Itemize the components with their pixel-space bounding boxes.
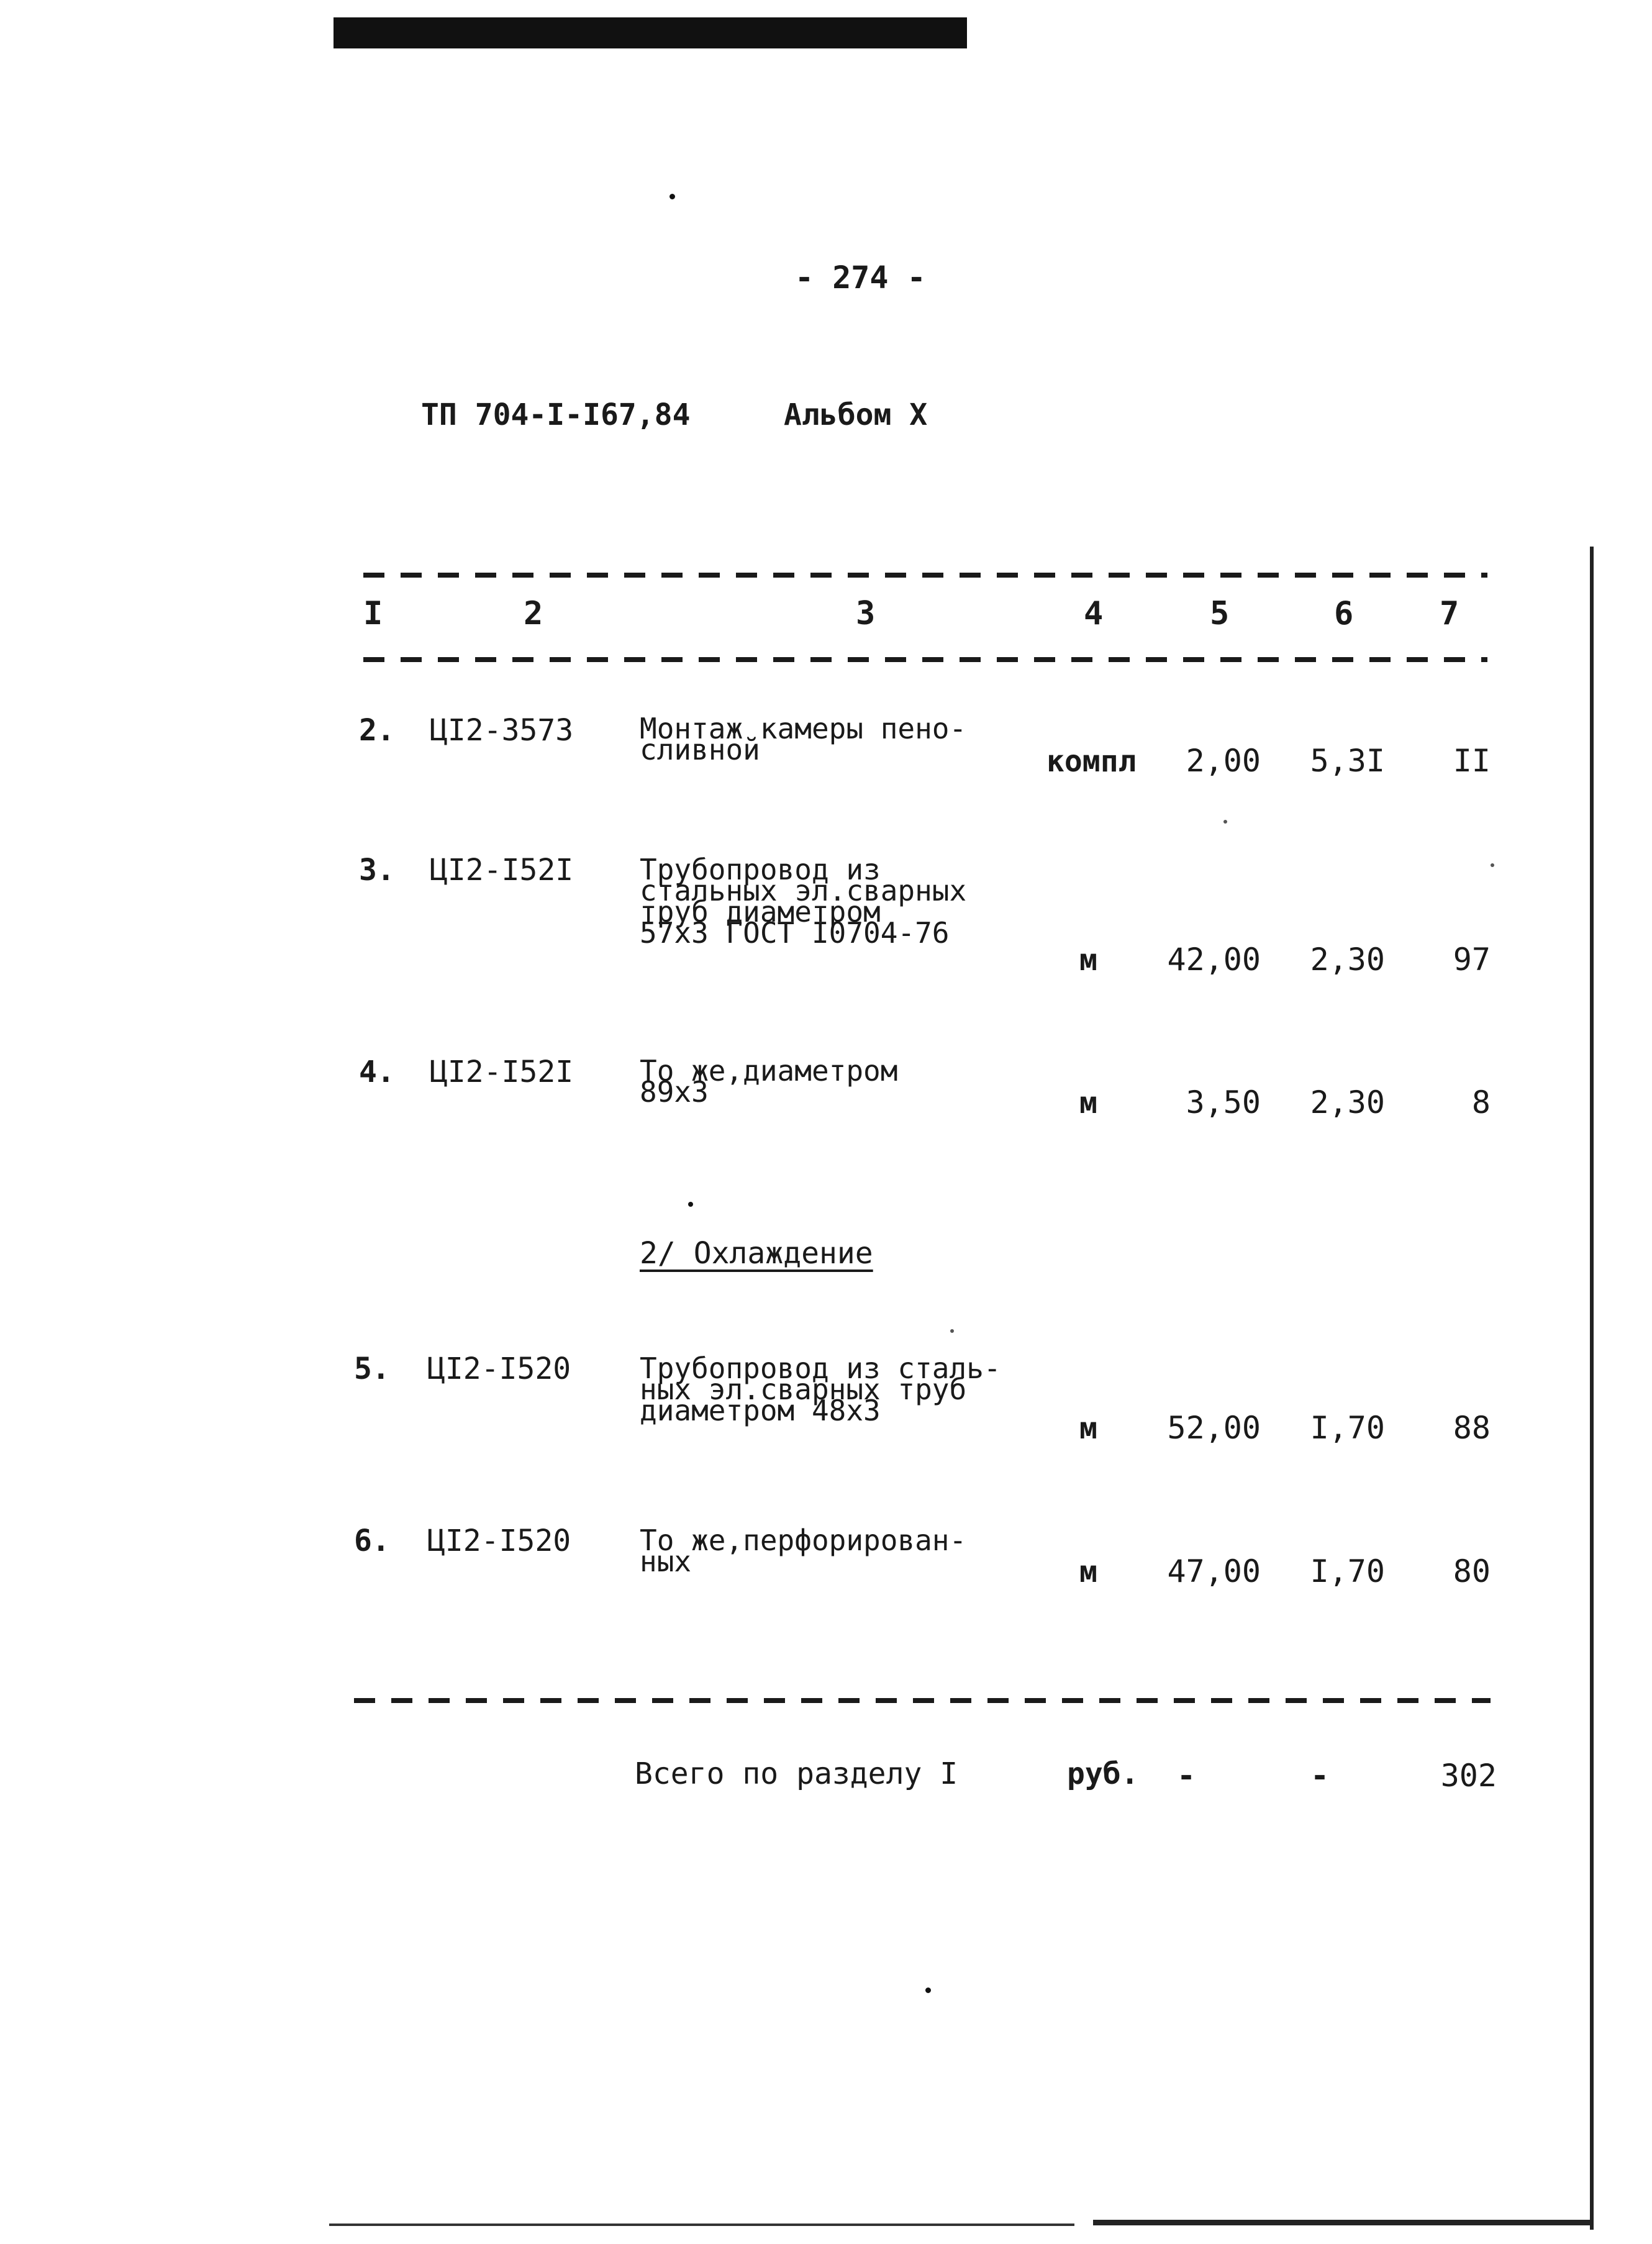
row-price: 2,30 — [1310, 942, 1385, 978]
row-unit: м — [1079, 1411, 1097, 1446]
bottom-thin-line — [329, 2224, 1074, 2226]
row-number: 3. — [359, 853, 395, 888]
row-quantity: 52,00 — [1167, 1410, 1261, 1446]
row-total: 80 — [1453, 1553, 1491, 1589]
row-total: 8 — [1471, 1084, 1491, 1120]
total-quantity: - — [1176, 1758, 1196, 1794]
row-code: ЦI2-I520 — [427, 1524, 571, 1558]
right-border-line — [1590, 547, 1594, 2230]
row-code: ЦI2-I52I — [430, 853, 574, 888]
row-number: 5. — [354, 1351, 390, 1386]
row-quantity: 3,50 — [1186, 1084, 1261, 1120]
row-total: 88 — [1453, 1410, 1491, 1446]
total-price: - — [1310, 1758, 1330, 1794]
row-code: ЦI2-I52I — [430, 1055, 574, 1089]
column-header-5: 5 — [1210, 595, 1230, 632]
column-header-1: I — [363, 595, 383, 632]
row-number: 2. — [359, 713, 395, 748]
row-price: 2,30 — [1310, 1084, 1385, 1120]
scan-speck — [688, 1202, 693, 1207]
page-number: - 274 - — [795, 260, 926, 296]
subsection-title: 2/ Охлаждение — [640, 1236, 873, 1271]
column-header-6: 6 — [1334, 595, 1354, 632]
scan-speck — [669, 194, 675, 199]
row-quantity: 2,00 — [1186, 743, 1261, 779]
row-number: 4. — [359, 1055, 395, 1089]
total-sum: 302 — [1440, 1758, 1497, 1794]
row-code: ЦI2-I520 — [427, 1351, 571, 1386]
album-label: Альбом X — [784, 397, 928, 432]
row-quantity: 47,00 — [1167, 1553, 1261, 1589]
row-unit: м — [1079, 943, 1097, 978]
row-number: 6. — [354, 1524, 390, 1558]
scan-speck — [925, 1987, 931, 1993]
row-description: Трубопровод из стальных эл.сварных труб диаметром 57х3 ГОСТ I0704-76 — [640, 853, 967, 950]
row-unit: м — [1079, 1555, 1097, 1589]
total-label: Всего по разделу I — [635, 1756, 958, 1791]
row-description: То же,диаметром 89х3 — [640, 1054, 898, 1109]
row-price: I,70 — [1310, 1410, 1385, 1446]
row-price: I,70 — [1310, 1553, 1385, 1589]
top-black-bar — [334, 17, 967, 48]
row-unit: компл — [1046, 744, 1137, 779]
column-header-3: 3 — [856, 595, 876, 632]
bottom-border-line — [1093, 2220, 1590, 2225]
column-header-2: 2 — [524, 595, 543, 632]
row-description: Трубопровод из сталь- ных эл.сварных труб диаметром 48х3 — [640, 1351, 1001, 1427]
table-top-dashed-rule — [363, 573, 1487, 578]
column-header-7: 7 — [1440, 595, 1459, 632]
table-header-dashed-rule — [363, 657, 1487, 662]
row-price: 5,3I — [1310, 743, 1385, 779]
row-description: Монтаж камеры пено- сливной — [640, 712, 967, 766]
total-unit: руб. — [1067, 1756, 1139, 1791]
row-total: II — [1453, 743, 1491, 779]
scan-speck — [1491, 863, 1494, 867]
row-code: ЦI2-3573 — [430, 713, 574, 748]
row-quantity: 42,00 — [1167, 942, 1261, 978]
table-bottom-dashed-rule — [354, 1698, 1491, 1703]
row-unit: м — [1079, 1086, 1097, 1120]
column-header-4: 4 — [1084, 595, 1104, 632]
row-description: То же,перфорирован- ных — [640, 1524, 967, 1578]
scan-speck — [1223, 820, 1227, 824]
scan-speck — [950, 1329, 954, 1333]
document-code: ТП 704-I-I67,84 — [421, 397, 691, 432]
row-total: 97 — [1453, 942, 1491, 978]
